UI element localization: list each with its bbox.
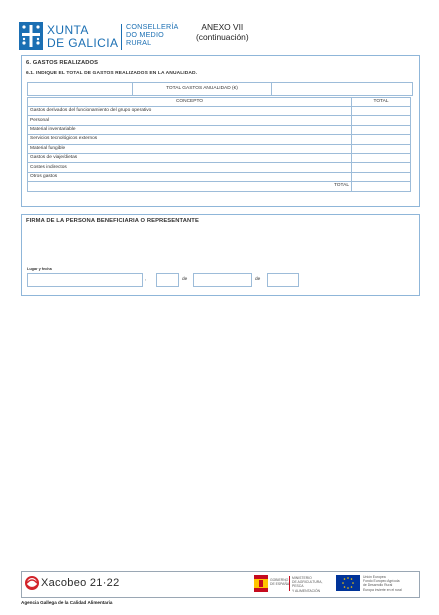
row-total-input[interactable]: [352, 125, 411, 134]
table-row: [28, 116, 411, 125]
xunta-logo: [19, 22, 119, 52]
xunta-emblem-icon: [19, 22, 43, 50]
table-row: [28, 172, 411, 181]
table-row: [28, 125, 411, 134]
agency-name: Agencia Gallega de la Calidad Alimentaria: [21, 600, 113, 605]
ministry2-line1: MINISTERIO: [292, 576, 312, 580]
table-row: [28, 163, 411, 172]
total-label: TOTAL: [28, 182, 352, 191]
eu-line3: de Desarrollo Rural: [363, 583, 393, 588]
row-total-input[interactable]: [352, 153, 411, 162]
lugar-input[interactable]: [27, 273, 143, 287]
row-concept: Material fungible: [28, 144, 352, 153]
xacobeo-logo-icon: [24, 575, 40, 591]
row-concept: Gastos derivados del funcionamiento del grupo operativo: [28, 107, 352, 116]
spain-coat-of-arms-icon: [254, 575, 268, 592]
ministry-line2: DE ESPAÑA: [270, 582, 290, 587]
table-row: [28, 107, 411, 116]
row-total-input[interactable]: [352, 163, 411, 172]
consellerial-line1: CONSELLERÍA: [126, 22, 179, 31]
eu-line2: Fondo Europeo Agrícola: [363, 579, 400, 584]
row-concept: Costes indirectos: [28, 163, 352, 172]
grand-total-input[interactable]: [352, 182, 411, 191]
section6-subtitle: 6.1. INDIQUE EL TOTAL DE GASTOS REALIZADOS EN LA ANUALIDAD.: [26, 71, 198, 76]
row-total-input[interactable]: [352, 135, 411, 144]
section6-title: 6. GASTOS REALIZADOS: [26, 60, 99, 66]
row-concept: Gastos de viaje/dietas: [28, 153, 352, 162]
ministry2-line3: Y ALIMENTACIÓN: [292, 588, 321, 593]
ministry-divider: [289, 576, 290, 591]
row-concept: Personal: [28, 116, 352, 125]
spain-ministry-logo: [254, 575, 324, 592]
total-anual-left-box: [27, 82, 133, 96]
row-concept: Otros gastos: [28, 172, 352, 181]
header-total: TOTAL: [352, 98, 411, 107]
xunta-line2: DE GALICIA: [47, 36, 119, 50]
logo-divider: [121, 24, 122, 50]
xunta-line1: XUNTA: [47, 23, 89, 37]
total-anual-input[interactable]: [271, 82, 413, 96]
table-row: [28, 153, 411, 162]
xacobeo-text: Xacobeo 21·22: [41, 577, 120, 589]
comma-separator: ,: [145, 277, 147, 282]
table-header-row: [28, 98, 411, 107]
header-concepto: CONCEPTO: [28, 98, 352, 107]
eu-line4: Europa invierte en el rural: [363, 587, 402, 592]
row-total-input[interactable]: [352, 144, 411, 153]
de-label-2: de: [255, 277, 261, 282]
total-anual-label: TOTAL GASTOS ANUALIDAD (€): [132, 82, 272, 96]
consellerial-line3: RURAL: [126, 38, 152, 47]
consellerial-line2: DO MEDIO: [126, 30, 164, 39]
month-input[interactable]: [193, 273, 252, 287]
lugar-label: Lugar y fecha: [27, 267, 52, 271]
annex-subtitle: (continuación): [196, 32, 249, 42]
table-row: [28, 144, 411, 153]
consellerial-name: [126, 23, 179, 47]
firma-title: FIRMA DE LA PERSONA BENEFICIARIA O REPRESENTANTE: [26, 218, 199, 224]
row-total-input[interactable]: [352, 172, 411, 181]
row-total-input[interactable]: [352, 116, 411, 125]
eu-flag-icon: [336, 575, 360, 591]
table-total-row: [28, 182, 411, 191]
de-label-1: de: [182, 277, 188, 282]
annex-heading: [196, 22, 249, 42]
gastos-table: [27, 97, 411, 192]
eu-line1: Unión Europea: [363, 575, 386, 579]
day-input[interactable]: [156, 273, 179, 287]
row-concept: Servicios tecnológicos externos: [28, 135, 352, 144]
year-input[interactable]: [267, 273, 299, 287]
annex-title: ANEXO VII: [201, 22, 244, 32]
eu-feader-logo: [336, 575, 414, 592]
ministry2-line2: DE AGRICULTURA, PESCA: [292, 580, 323, 589]
row-concept: Material inventariable: [28, 125, 352, 134]
row-total-input[interactable]: [352, 107, 411, 116]
ministry-line1: GOBIERNO: [270, 578, 289, 582]
table-row: [28, 135, 411, 144]
